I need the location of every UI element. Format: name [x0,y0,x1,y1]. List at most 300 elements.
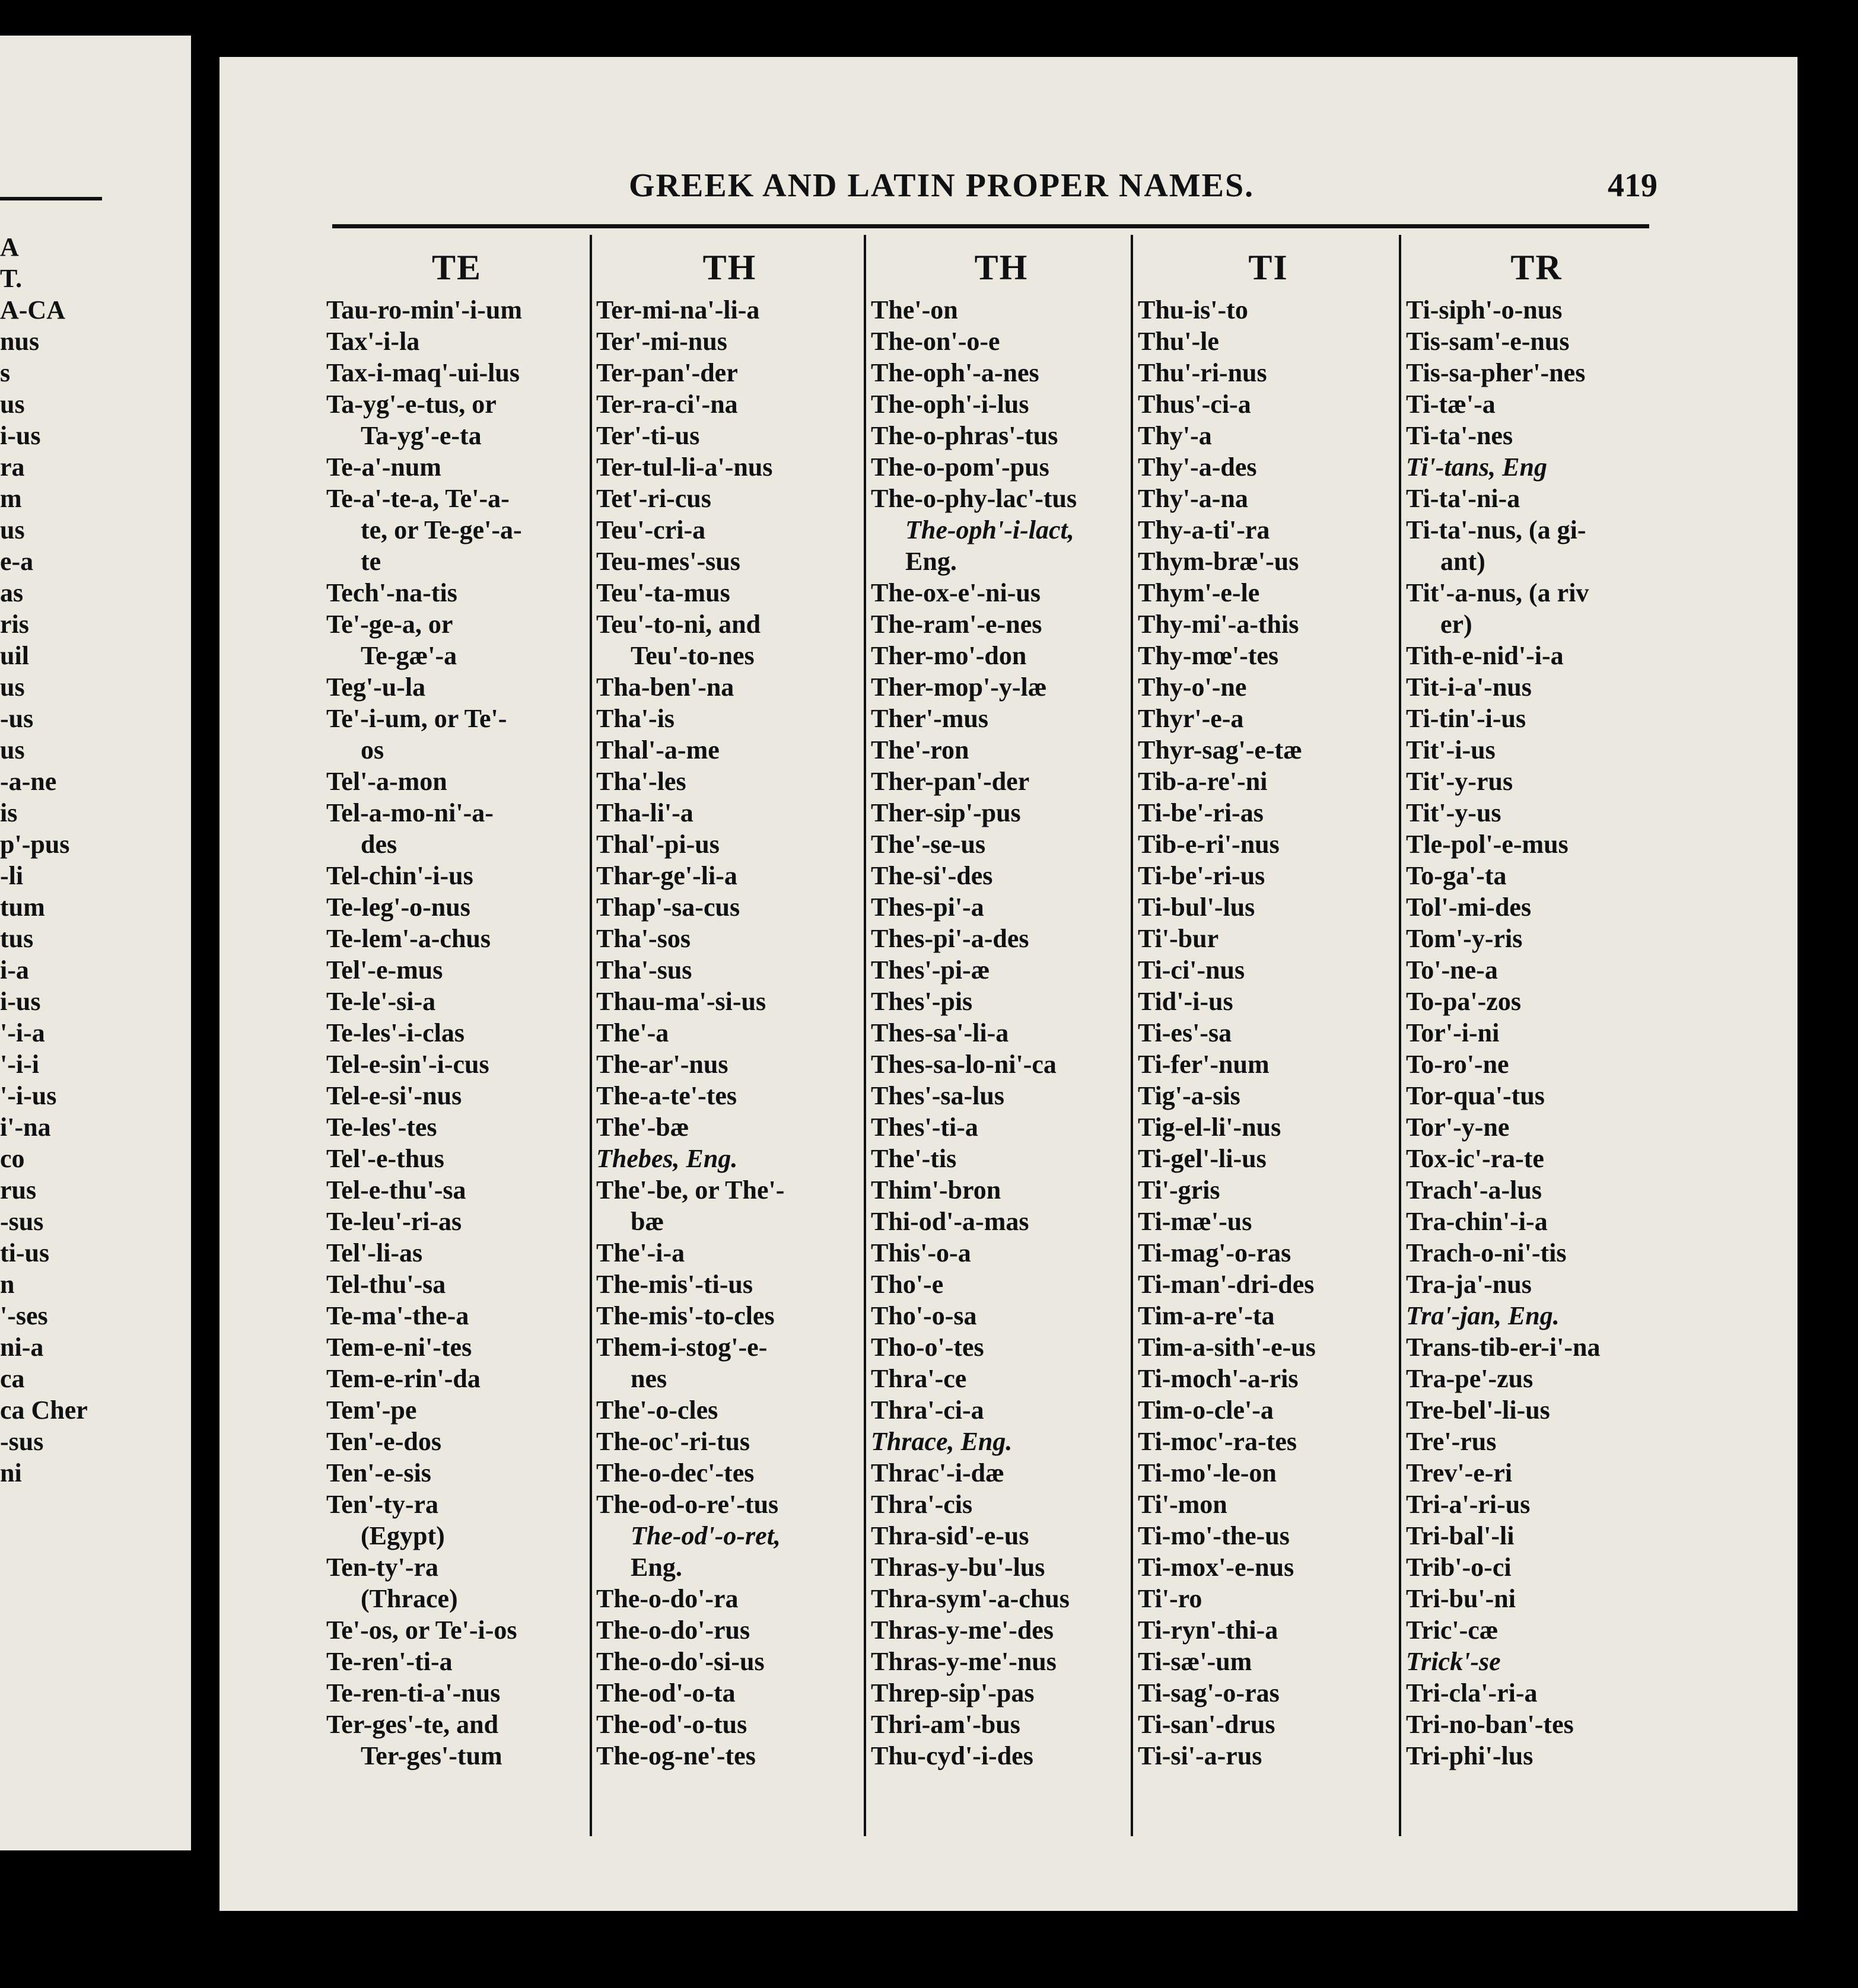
name-entry: Threp-sip'-pas [871,1678,1035,1707]
name-entry: Ter'-mi-nus [596,327,727,356]
name-entry: Thu'-le [1138,327,1219,356]
name-entry: The-si'-des [871,861,993,890]
column-divider [590,235,592,1836]
name-entry: The-od'-o-ret, [631,1521,781,1550]
previous-page-line: s [0,358,11,387]
column-3 [871,241,1132,1854]
name-entry: The-od'-o-tus [596,1710,747,1739]
name-entry: The'-bæ [596,1113,689,1142]
name-entry: The'-a [596,1018,669,1047]
name-entry: Tho'-e [871,1270,944,1299]
column-2 [596,241,863,1854]
name-entry: Te-le'-si-a [326,987,436,1016]
name-entry: Te-leg'-o-nus [326,893,470,922]
name-entry: To-ga'-ta [1406,861,1507,890]
name-entry: Ti-siph'-o-nus [1406,295,1563,324]
previous-page-line: m [0,484,22,513]
name-entry: The-og-ne'-tes [596,1741,756,1770]
name-entry: Thy'-a-na [1138,484,1248,513]
name-entry: Te-les'-tes [326,1113,437,1142]
name-entry: ant) [1440,547,1485,576]
name-entry: Ti-mo'-le-on [1138,1458,1277,1487]
name-entry: The-o-do'-si-us [596,1647,765,1676]
column-head: TE [431,248,482,287]
name-entry: Ti-sæ'-um [1138,1647,1252,1676]
name-entry: Thrace, Eng. [871,1427,1013,1456]
name-entry: Thes-sa'-li-a [871,1018,1009,1047]
name-entry: Tel-e-thu'-sa [326,1175,466,1205]
name-entry: Thra'-cis [871,1490,973,1519]
name-entry: Tem-e-ni'-tes [326,1333,472,1362]
name-entry: Tis-sam'-e-nus [1406,327,1570,356]
name-entry: Tel'-e-mus [326,955,443,985]
name-entry: Tel-a-mo-ni'-a- [326,798,494,827]
name-entry: Ti'-mon [1138,1490,1227,1519]
name-entry: Thra-sid'-e-us [871,1521,1029,1550]
name-entry: Thy-o'-ne [1138,673,1247,702]
name-entry: The-on'-o-e [871,327,1000,356]
name-entry: Ti-es'-sa [1138,1018,1232,1047]
previous-page-sliver [0,36,191,1850]
previous-page-line: rus [0,1175,37,1205]
name-entry: Tra'-jan, Eng. [1406,1301,1560,1330]
entry-list [326,294,587,1772]
name-entry: Te-a'-te-a, Te'-a- [326,484,510,513]
column-5 [1406,241,1667,1854]
name-entry: Ter-ges'-te, and [326,1710,499,1739]
name-entry: Ti'-ro [1138,1584,1202,1613]
name-entry: Te'-ge-a, or [326,610,453,639]
name-entry: Thes'-pi-æ [871,955,990,985]
previous-page-line: -sus [0,1207,44,1236]
name-entry: Ter-ra-ci'-na [596,390,738,419]
name-entry: Tis-sa-pher'-nes [1406,358,1586,387]
name-entry: Tor'-i-ni [1406,1018,1500,1047]
previous-page-line: uil [0,641,29,670]
previous-page-line: us [0,390,25,419]
name-entry: Te-leu'-ri-as [326,1207,462,1236]
name-entry: The-ox-e'-ni-us [871,578,1041,607]
name-entry: Ter-ges'-tum [361,1741,502,1770]
name-entry: Tib-e-ri'-nus [1138,830,1280,859]
name-entry: The'-ron [871,735,969,764]
name-entry: Tha'-is [596,704,675,733]
name-entry: Thy'-a [1138,421,1212,450]
name-entry: The'-se-us [871,830,986,859]
name-entry: Ta-yg'-e-tus, or [326,390,497,419]
name-entry: Tel-e-sin'-i-cus [326,1050,489,1079]
name-entry: Ti'-gris [1138,1175,1220,1205]
name-entry: The-o-do'-rus [596,1616,750,1645]
name-entry: The-oph'-i-lact, [905,515,1074,544]
name-entry: Teu'-cri-a [596,515,706,544]
name-entry: Thrac'-i-dæ [871,1458,1004,1487]
name-entry: Tha-li'-a [596,798,693,827]
name-entry: Thu-cyd'-i-des [871,1741,1033,1770]
previous-page-line: -a-ne [0,767,57,796]
name-entry: Tith-e-nid'-i-a [1406,641,1564,670]
name-entry: Te'-i-um, or Te'- [326,704,507,733]
name-entry: Ti-fer'-num [1138,1050,1270,1079]
name-entry: Tel'-e-thus [326,1144,444,1173]
name-entry: Ti-ci'-nus [1138,955,1245,985]
previous-page-line: p'-pus [0,830,70,859]
column-4 [1138,241,1399,1854]
name-entry: Tri-phi'-lus [1406,1741,1534,1770]
name-entry: er) [1440,610,1472,639]
name-entry: To-pa'-zos [1406,987,1521,1016]
name-entry: Thes'-ti-a [871,1113,978,1142]
name-entry: Tem-e-rin'-da [326,1364,481,1393]
name-entry: Ti-moc'-ra-tes [1138,1427,1297,1456]
name-entry: des [361,830,397,859]
name-entry: Ti-be'-ri-as [1138,798,1264,827]
previous-page-line: -sus [0,1427,44,1456]
name-entry: Trach'-a-lus [1406,1175,1542,1205]
previous-page-line: i-us [0,421,41,450]
name-entry: Ten'-e-dos [326,1427,441,1456]
previous-page-line: tus [0,924,34,953]
name-entry: Tra-chin'-i-a [1406,1207,1548,1236]
name-entry: Tel'-a-mon [326,767,447,796]
name-entry: Ti-tin'-i-us [1406,704,1526,733]
name-entry: Thy-mi'-a-this [1138,610,1299,639]
name-entry: Te-gæ'-a [361,641,457,670]
previous-page-line: n [0,1270,15,1299]
name-entry: Thym-bræ'-us [1138,547,1299,576]
previous-page-line: ris [0,610,29,639]
entry-list [1406,294,1667,1772]
name-entry: Teg'-u-la [326,673,426,702]
name-entry: Ti-man'-dri-des [1138,1270,1315,1299]
column-head: TI [1248,248,1288,287]
name-entry: Tre-bel'-li-us [1406,1396,1550,1425]
name-entry: Ti-moch'-a-ris [1138,1364,1299,1393]
previous-page-line: '-i-us [0,1081,57,1110]
name-entry: Tig-el-li'-nus [1138,1113,1281,1142]
name-entry: te [361,547,381,576]
name-entry: Tri-bal'-li [1406,1521,1515,1550]
name-entry: Trach-o-ni'-tis [1406,1238,1567,1267]
name-entry: The-ar'-nus [596,1050,728,1079]
name-entry: Ther-mo'-don [871,641,1027,670]
name-entry: Tax'-i-la [326,327,420,356]
previous-page-line: ca Cher [0,1396,88,1425]
page-number: 419 [1608,167,1657,204]
previous-page-line: ra [0,453,25,482]
name-entry: Thes-pi'-a-des [871,924,1029,953]
name-entry: Ti-si'-a-rus [1138,1741,1262,1770]
name-entry: Ter-pan'-der [596,358,738,387]
name-entry: Ti'-bur [1138,924,1219,953]
name-entry: Tau-ro-min'-i-um [326,295,523,324]
name-entry: Ten-ty'-ra [326,1553,439,1582]
entry-list [1138,294,1399,1772]
name-entry: The-oph'-i-lus [871,390,1029,419]
previous-page-line: ti-us [0,1238,50,1267]
name-entry: Teu'-to-nes [631,641,755,670]
name-entry: Tet'-ri-cus [596,484,711,513]
name-entry: Tid'-i-us [1138,987,1233,1016]
name-entry: The'-on [871,295,958,324]
name-entry: Ten'-e-sis [326,1458,431,1487]
header-rule [332,224,1649,228]
name-entry: Tric'-cæ [1406,1616,1499,1645]
name-entry: Tel-thu'-sa [326,1270,446,1299]
name-entry: The-ram'-e-nes [871,610,1042,639]
previous-page-line: A [0,232,19,262]
name-entry: bæ [631,1207,664,1236]
name-entry: Thal'-a-me [596,735,720,764]
name-entry: Thy'-a-des [1138,453,1257,482]
name-entry: Eng. [905,547,957,576]
entry-list [596,294,863,1772]
name-entry: Tech'-na-tis [326,578,457,607]
name-entry: Ti-mo'-the-us [1138,1521,1290,1550]
name-entry: Tel-e-si'-nus [326,1081,462,1110]
name-entry: Ta-yg'-e-ta [361,421,482,450]
name-entry: nes [631,1364,667,1393]
name-entry: (Thrace) [361,1584,458,1613]
previous-page-line: us [0,515,25,544]
name-entry: The-od'-o-ta [596,1678,736,1707]
name-entry: The-oph'-a-nes [871,358,1039,387]
name-entry: Tax-i-maq'-ui-lus [326,358,520,387]
name-entry: Tho-o'-tes [871,1333,984,1362]
name-entry: Trev'-e-ri [1406,1458,1513,1487]
column-divider [1131,235,1133,1836]
name-entry: The-o-pom'-pus [871,453,1049,482]
name-entry: Thy-a-ti'-ra [1138,515,1270,544]
previous-page-line: '-i-a [0,1018,45,1047]
name-entry: te, or Te-ge'-a- [361,515,522,544]
name-entry: Te-ren'-ti-a [326,1647,453,1676]
name-entry: Tit'-y-us [1406,798,1501,827]
name-entry: Tox-ic'-ra-te [1406,1144,1544,1173]
name-entry: Tor'-y-ne [1406,1113,1510,1142]
name-entry: Ter-tul-li-a'-nus [596,453,773,482]
previous-page-line: A-CA [0,295,65,324]
name-entry: Ther'-mus [871,704,988,733]
name-entry: Tra-pe'-zus [1406,1364,1534,1393]
name-entry: Tha'-sus [596,955,692,985]
column-divider [1399,235,1401,1836]
name-entry: Thras-y-bu'-lus [871,1553,1045,1582]
previous-page-line: -li [0,861,24,890]
name-entry: Te-a'-num [326,453,441,482]
name-entry: The'-be, or The'- [596,1175,785,1205]
name-entry: To'-ne-a [1406,955,1498,985]
name-entry: The-mis'-to-cles [596,1301,775,1330]
name-entry: The'-i-a [596,1238,685,1267]
name-entry: Ther-pan'-der [871,767,1030,796]
name-entry: Ti-sag'-o-ras [1138,1678,1280,1707]
name-entry: Ter-mi-na'-li-a [596,295,760,324]
name-entry: The-o-dec'-tes [596,1458,755,1487]
name-entry: Tre'-rus [1406,1427,1497,1456]
name-entry: The-od-o-re'-tus [596,1490,779,1519]
name-entry: Ti-bul'-lus [1138,893,1255,922]
name-entry: Teu'-ta-mus [596,578,730,607]
name-entry: Thyr-sag'-e-tæ [1138,735,1302,764]
name-entry: Ther-sip'-pus [871,798,1021,827]
name-entry: Tri-cla'-ri-a [1406,1678,1538,1707]
previous-page-line: ni-a [0,1333,44,1362]
name-entry: Ti-mox'-e-nus [1138,1553,1294,1582]
name-entry: Thyr'-e-a [1138,704,1244,733]
previous-page-line: ca [0,1364,25,1393]
name-entry: os [361,735,384,764]
name-entry: Tom'-y-ris [1406,924,1523,953]
name-entry: Ti-ta'-nes [1406,421,1513,450]
name-entry: Trans-tib-er-i'-na [1406,1333,1601,1362]
name-entry: Te-ma'-the-a [326,1301,469,1330]
name-entry: Ti-san'-drus [1138,1710,1275,1739]
name-entry: Ti'-tans, Eng [1406,453,1547,482]
name-entry: The-o-do'-ra [596,1584,739,1613]
name-entry: The'-tis [871,1144,957,1173]
name-entry: Thras-y-me'-nus [871,1647,1057,1676]
name-entry: (Egypt) [361,1521,445,1550]
name-entry: The-oc'-ri-tus [596,1427,750,1456]
name-entry: Tem'-pe [326,1396,417,1425]
previous-page-line: co [0,1144,25,1173]
previous-page-line: '-ses [0,1301,48,1330]
previous-page-line: ni [0,1458,22,1487]
previous-page-line: i-a [0,955,29,985]
name-entry: This'-o-a [871,1238,971,1267]
name-entry: Tim-o-cle'-a [1138,1396,1274,1425]
name-entry: Trick'-se [1406,1647,1501,1676]
name-entry: Them-i-stog'-e- [596,1333,768,1362]
name-entry: Tri-a'-ri-us [1406,1490,1531,1519]
name-entry: Tra-ja'-nus [1406,1270,1532,1299]
previous-page-line: as [0,578,24,607]
name-entry: Thau-ma'-si-us [596,987,766,1016]
name-entry: The-mis'-ti-us [596,1270,753,1299]
name-entry: Teu'-to-ni, and [596,610,761,639]
name-entry: Tit'-i-us [1406,735,1496,764]
previous-page-line: e-a [0,547,34,576]
name-entry: Thras-y-me'-des [871,1616,1054,1645]
name-entry: The'-o-cles [596,1396,718,1425]
previous-page-line: us [0,735,25,764]
previous-page-line: -us [0,704,34,733]
previous-page-line: is [0,798,18,827]
name-entry: Thu'-ri-nus [1138,358,1267,387]
entry-list [871,294,1132,1772]
name-entry: Ti-mag'-o-ras [1138,1238,1291,1267]
column-divider [864,235,866,1836]
name-entry: Tit'-a-nus, (a riv [1406,578,1589,607]
name-entry: Thes'-pis [871,987,973,1016]
name-entry: Thal'-pi-us [596,830,720,859]
name-entry: Teu-mes'-sus [596,547,740,576]
name-entry: Thim'-bron [871,1175,1001,1205]
name-entry: Tim-a-re'-ta [1138,1301,1275,1330]
previous-page-line: i'-na [0,1113,51,1142]
name-entry: Ti-ta'-nus, (a gi- [1406,515,1586,544]
name-entry: Te-les'-i-clas [326,1018,465,1047]
name-entry: Thra'-ce [871,1364,967,1393]
name-entry: Thra'-ci-a [871,1396,984,1425]
name-entry: Eng. [631,1553,682,1582]
name-entry: Tle-pol'-e-mus [1406,830,1569,859]
name-entry: Tha'-les [596,767,686,796]
name-entry: To-ro'-ne [1406,1050,1509,1079]
previous-page-line: us [0,673,25,702]
previous-page-line: nus [0,327,40,356]
name-entry: Tri-no-ban'-tes [1406,1710,1574,1739]
name-entry: Thap'-sa-cus [596,893,740,922]
name-entry: Ter'-ti-us [596,421,700,450]
name-entry: The-o-phras'-tus [871,421,1058,450]
book-gutter [191,24,219,1898]
name-entry: Te'-os, or Te'-i-os [326,1616,517,1645]
running-head: GREEK AND LATIN PROPER NAMES. [629,167,1255,204]
name-entry: Tit'-y-rus [1406,767,1513,796]
name-entry: Tol'-mi-des [1406,893,1532,922]
name-entry: Ti-ta'-ni-a [1406,484,1520,513]
name-entry: Thus'-ci-a [1138,390,1251,419]
name-entry: Tim-a-sith'-e-us [1138,1333,1316,1362]
name-entry: Thri-am'-bus [871,1710,1020,1739]
previous-page-line: T. [0,264,23,293]
name-entry: Tel-chin'-i-us [326,861,473,890]
name-entry: Ti-be'-ri-us [1138,861,1265,890]
name-entry: Thy-mœ'-tes [1138,641,1279,670]
name-entry: Ther-mop'-y-læ [871,673,1047,702]
name-entry: Tri-bu'-ni [1406,1584,1516,1613]
column-head: TR [1510,248,1563,287]
column-head: TH [702,248,757,287]
column-head: TH [974,248,1029,287]
name-entry: Tha'-sos [596,924,691,953]
name-entry: Thym'-e-le [1138,578,1260,607]
name-entry: Ti-ryn'-thi-a [1138,1616,1278,1645]
name-entry: Ti-tæ'-a [1406,390,1496,419]
name-entry: Tha-ben'-na [596,673,734,702]
name-entry: Thes-sa-lo-ni'-ca [871,1050,1057,1079]
name-entry: Ti-mæ'-us [1138,1207,1252,1236]
name-entry: Ti-gel'-li-us [1138,1144,1267,1173]
previous-page-line: '-i-i [0,1050,39,1079]
name-entry: The-o-phy-lac'-tus [871,484,1077,513]
previous-page-line: i-us [0,987,41,1016]
name-entry: Te-lem'-a-chus [326,924,491,953]
dictionary-page [219,57,1797,1911]
name-entry: Tib-a-re'-ni [1138,767,1268,796]
name-entry: Tor-qua'-tus [1406,1081,1545,1110]
previous-page-lines [0,231,88,1489]
name-entry: Te-ren-ti-a'-nus [326,1678,501,1707]
name-entry: Tit-i-a'-nus [1406,673,1532,702]
name-entry: Tel'-li-as [326,1238,423,1267]
name-entry: Tho'-o-sa [871,1301,977,1330]
name-entry: Thes'-sa-lus [871,1081,1004,1110]
name-entry: Thi-od'-a-mas [871,1207,1029,1236]
name-entry: Thra-sym'-a-chus [871,1584,1070,1613]
name-entry: Thar-ge'-li-a [596,861,737,890]
name-entry: Thes-pi'-a [871,893,984,922]
column-1 [326,241,587,1854]
previous-page-rule [0,197,102,200]
name-entry: The-a-te'-tes [596,1081,737,1110]
previous-page-line: tum [0,893,45,922]
name-entry: Trib'-o-ci [1406,1553,1512,1582]
name-entry: Thebes, Eng. [596,1144,738,1173]
name-entry: Ten'-ty-ra [326,1490,439,1519]
